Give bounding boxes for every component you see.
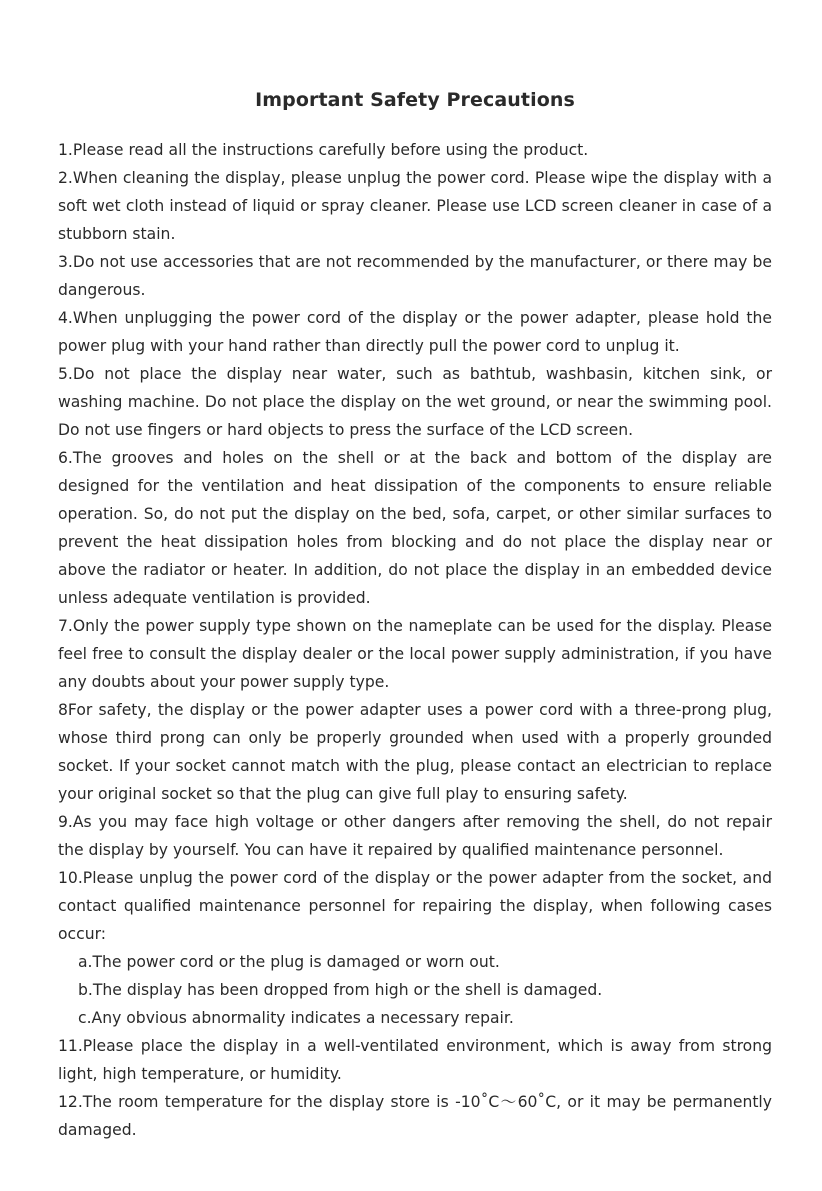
precaution-item-1: 1.Please read all the instructions carefully before using the product.	[58, 141, 589, 159]
page-title: Important Safety Precautions	[255, 89, 575, 111]
precaution-item-4: 4.When unplugging the power cord of the display or the power adapter, please hold the power plug with your hand rather than directly pull the power cord to unplug it.	[58, 309, 772, 355]
precaution-item-7: 7.Only the power supply type shown on the nameplate can be used for the display. Please feel free to consult the display dealer or the local power supply administration, if you have any doubts about your power supply type.	[58, 617, 772, 691]
precaution-item-12: 12.The room temperature for the display store is -10˚C～60˚C, or it may be permanently damaged.	[58, 1093, 772, 1139]
precaution-item-5: 5.Do not place the display near water, such as bathtub, washbasin, kitchen sink, or washing machine. Do not place the display on the wet ground, or near the swimming pool. Do not use fingers or hard objects to press the surface of the LCD screen.	[58, 365, 772, 439]
precaution-item-3: 3.Do not use accessories that are not recommended by the manufacturer, or there may be dangerous.	[58, 253, 772, 299]
precaution-item-10: 10.Please unplug the power cord of the display or the power adapter from the socket, and contact qualified maintenance personnel for repairing the display, when following cases occur:	[58, 869, 772, 943]
precaution-subitem-c: c.Any obvious abnormality indicates a necessary repair.	[78, 1009, 514, 1027]
precaution-item-2: 2.When cleaning the display, please unplug the power cord. Please wipe the display with a soft wet cloth instead of liquid or spray cleaner. Please use LCD screen cleaner in case of a stubborn stain.	[58, 169, 772, 243]
precaution-subitem-b: b.The display has been dropped from high or the shell is damaged.	[78, 981, 603, 999]
precaution-subitem-a: a.The power cord or the plug is damaged or worn out.	[78, 953, 500, 971]
precaution-item-9: 9.As you may face high voltage or other dangers after removing the shell, do not repair the display by yourself. You can have it repaired by qualified maintenance personnel.	[58, 813, 772, 859]
precaution-item-6: 6.The grooves and holes on the shell or at the back and bottom of the display are designed for the ventilation and heat dissipation of the components to ensure reliable operation. So, do not put the display on the bed, sofa, carpet, or other similar surfaces to prevent the heat dissipation holes from blocking and do not place the display near or above the radiator or heater. In addition, do not place the display in an embedded device unless adequate ventilation is provided.	[58, 449, 772, 607]
precaution-item-8: 8For safety, the display or the power adapter uses a power cord with a three-prong plug, whose third prong can only be properly grounded when used with a properly grounded socket. If your socket cannot match with the plug, please contact an electrician to replace your original socket so that the plug can give full play to ensuring safety.	[58, 701, 772, 803]
document-page	[58, 86, 772, 1144]
precaution-item-11: 11.Please place the display in a well-ventilated environment, which is away from strong light, high temperature, or humidity.	[58, 1037, 772, 1083]
